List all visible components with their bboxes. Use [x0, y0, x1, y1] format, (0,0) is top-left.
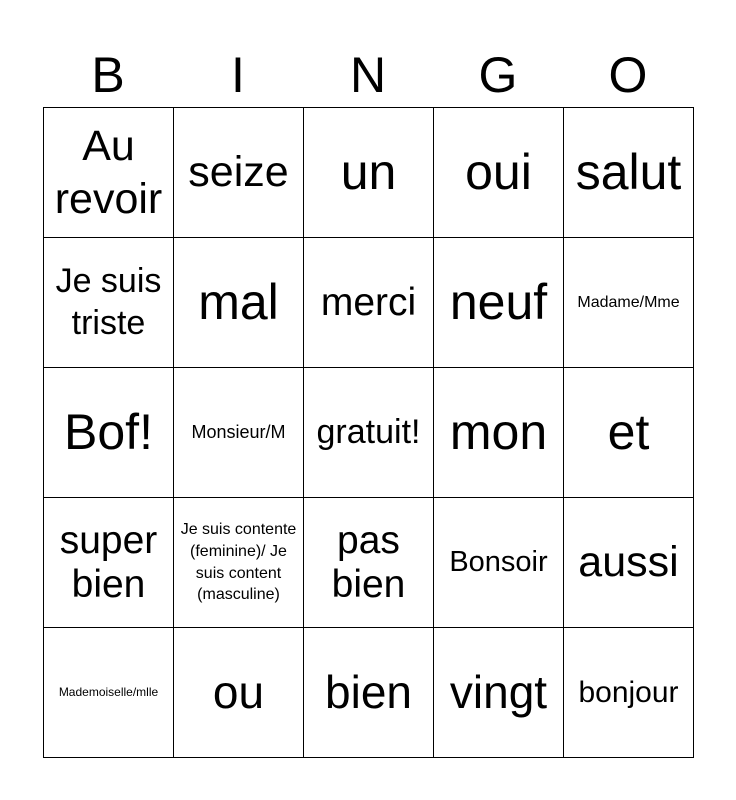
bingo-cell[interactable]: Bof!: [44, 368, 174, 498]
bingo-cell[interactable]: gratuit!: [304, 368, 434, 498]
bingo-cell[interactable]: Mademoiselle/mlle: [44, 628, 174, 758]
bingo-cell[interactable]: Monsieur/M: [174, 368, 304, 498]
bingo-cell[interactable]: vingt: [434, 628, 564, 758]
header-letter-o: O: [608, 47, 648, 103]
bingo-board: [43, 107, 694, 758]
bingo-cell[interactable]: un: [304, 108, 434, 238]
header-letter-i: I: [231, 47, 245, 103]
bingo-cell[interactable]: Je suis triste: [44, 238, 174, 368]
header-letter-b: B: [91, 47, 125, 103]
header-letter-n: N: [349, 47, 387, 103]
bingo-cell[interactable]: Bonsoir: [434, 498, 564, 628]
bingo-cell[interactable]: Je suis contente (feminine)/ Je suis content (masculine): [174, 498, 304, 628]
bingo-cell[interactable]: pas bien: [304, 498, 434, 628]
header-letter-g: G: [478, 47, 518, 103]
bingo-cell[interactable]: seize: [174, 108, 304, 238]
bingo-cell[interactable]: salut: [564, 108, 694, 238]
bingo-cell[interactable]: bien: [304, 628, 434, 758]
bingo-cell[interactable]: et: [564, 368, 694, 498]
bingo-cell[interactable]: merci: [304, 238, 434, 368]
bingo-cell[interactable]: bonjour: [564, 628, 694, 758]
bingo-cell[interactable]: ou: [174, 628, 304, 758]
bingo-cell[interactable]: oui: [434, 108, 564, 238]
bingo-header: [43, 42, 693, 108]
bingo-cell[interactable]: neuf: [434, 238, 564, 368]
bingo-cell[interactable]: mon: [434, 368, 564, 498]
bingo-cell[interactable]: Au revoir: [44, 108, 174, 238]
bingo-cell[interactable]: super bien: [44, 498, 174, 628]
bingo-cell[interactable]: mal: [174, 238, 304, 368]
bingo-cell[interactable]: Madame/Mme: [564, 238, 694, 368]
bingo-cell[interactable]: aussi: [564, 498, 694, 628]
